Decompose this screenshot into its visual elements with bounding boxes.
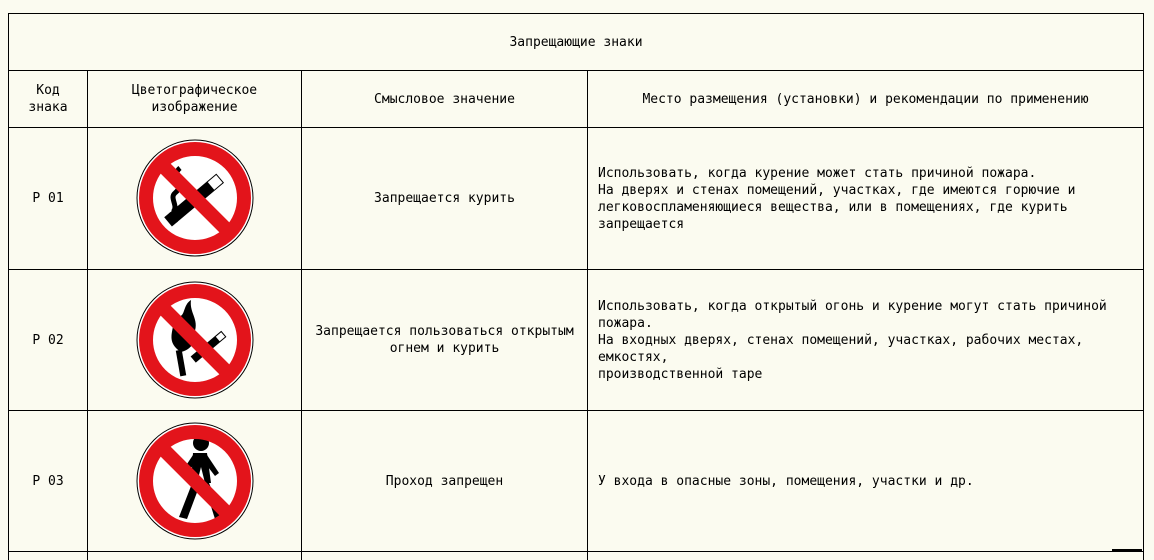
row-3-placement: У входа в опасные зоны, помещения, участки и др. [598,473,974,489]
no-entry-pedestrian-icon [135,421,255,541]
row-3-code: Р 03 [32,473,64,489]
row-3-meaning: Проход запрещен [385,473,504,489]
no-open-fire-icon [135,280,255,400]
header-placement: Место размещения (установки) и рекомендации по применению [642,91,1089,107]
header-image: Цветографическое изображение [131,83,258,115]
no-smoking-icon [135,138,255,258]
table-title [9,14,1143,70]
row-1-meaning: Запрещается курить [374,191,515,206]
row-2-code: Р 02 [32,332,64,348]
row-2-meaning: Запрещается пользоваться открытым огнем и курить [315,324,574,356]
column-divider [87,70,88,560]
row-2-placement: Использовать, когда открытый огонь и курение могут стать причиной пожара. На входных дверях, стенах помещений, участках, рабочих местах, емкостях, производственной таре [598,298,1107,382]
table-row-divider [8,551,1143,552]
table-title-text: Запрещающие знаки [509,34,643,50]
row-1-code: Р 01 [32,191,64,206]
row-1-placement: Использовать, когда курение может стать причиной пожара. На дверях и стенах помещений, участках, где имеются горючие и легковоспламеняющиеся вещества, или в помещениях, где курить запрещается [598,165,1076,232]
table-border-right [1143,13,1144,560]
header-code: Код знака [28,83,68,115]
header-meaning: Смысловое значение [374,91,515,107]
